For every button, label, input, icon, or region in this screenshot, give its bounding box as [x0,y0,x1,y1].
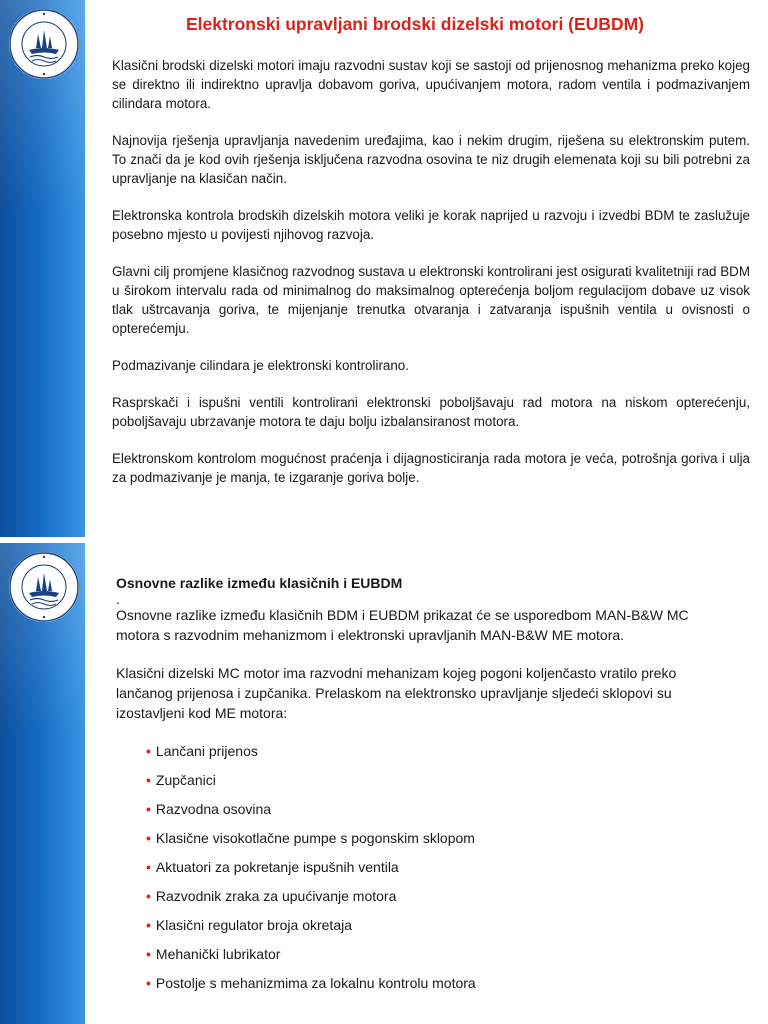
paragraph: Elektronskom kontrolom mogućnost praćenja i dijagnosticiranja rada motora je veća, potrošnja goriva i ulja za podmazivanje je manja, te izgaranje goriva bolje. [112,451,750,485]
bullet-icon: • [146,801,151,817]
bullet-icon: • [146,917,151,933]
list-item [146,857,736,877]
paragraph: Osnovne razlike između klasičnih BDM i EUBDM prikazat će se usporedbom MAN-B&W MC motora s razvodnim mehanizmom i elektronski upravljanih MAN-B&W ME motora. [116,607,689,643]
list-item-text: Razvodna osovina [155,801,272,817]
bullet-list [146,741,736,993]
paragraph: Podmazivanje cilindara je elektronski kontrolirano. [112,358,409,373]
section-heading: Osnovne razlike između klasičnih i EUBDM [116,575,403,591]
bullet-icon: • [146,772,151,788]
list-item [146,828,736,848]
list-item [146,886,736,906]
list-item-text: Aktuatori za pokretanje ispušnih ventila [155,859,399,875]
bullet-icon: • [146,888,151,904]
list-item [146,770,736,790]
list-item [146,741,736,761]
paragraph: Klasični dizelski MC motor ima razvodni mehanizam kojeg pogoni koljenčasto vratilo preko lančanog prijenosa i zupčanika. Prelaskom na elektronsko upravljanje sljedeći sklopovi su izostavljeni kod ME motora: [116,665,677,721]
paragraph: Najnovija rješenja upravljanja navedenim uređajima, kao i nekim drugim, riješena su elektronskim putem. To znači da je kod ovih rješenja isključena razvodna osovina te niz drugih elemenata koji su bili potrebni za upravljanje na klasičan način. [112,133,750,186]
slide-title: Elektronski upravljani brodski dizelski motori (EUBDM) [185,14,644,34]
side-band-highlight [0,0,85,537]
list-item-text: Postolje s mehanizmima za lokalnu kontrolu motora [155,975,476,991]
list-item-text: Zupčanici [155,772,216,788]
bullet-icon: • [146,830,151,846]
list-item [146,799,736,819]
list-item-text: Klasični regulator broja okretaja [155,917,353,933]
faculty-seal-logo [8,8,80,80]
paragraph: Elektronska kontrola brodskih dizelskih motora veliki je korak naprijed u razvoju i izvedbi BDM te zaslužuje posebno mjesto u povijesti njihovog razvoja. [112,208,750,242]
stray-dot: . [116,591,120,607]
list-item-text: Razvodnik zraka za upućivanje motora [155,888,397,904]
slide-body [112,56,750,505]
bullet-icon: • [146,743,151,759]
list-item [146,915,736,935]
bullet-icon: • [146,975,151,991]
bullet-icon: • [146,859,151,875]
slide-body [116,573,736,1002]
paragraph: Glavni cilj promjene klasičnog razvodnog sustava u elektronski kontrolirani jest osigurati kvalitetniji rad BDM u širokom intervalu rada od minimalnog do maksimalnog opterećenja boljom regulacijom dobave uz visok tlak uštrcavanja goriva, te mijenjanje trenutka otvaranja i zatvaranja ispušnih ventila u ovisnosti o opterećemju. [112,264,750,336]
slide-2 [0,543,768,1024]
bullet-icon: • [146,946,151,962]
list-item [146,973,736,993]
paragraph: Klasični brodski dizelski motori imaju razvodni sustav koji se sastoji od prijenosnog mehanizma preko kojeg se direktno ili indirektno upravlja dobavom goriva, upućivanjem motora, radom ventila i podmazivanjem cilindara motora. [112,58,750,111]
list-item-text: Klasične visokotlačne pumpe s pogonskim sklopom [155,830,475,846]
faculty-seal-logo [8,551,80,623]
list-item-text: Lančani prijenos [155,743,258,759]
list-item-text: Mehanički lubrikator [155,946,281,962]
paragraph: Rasprskači i ispušni ventili kontrolirani elektronski poboljšavaju rad motora na niskom opterećenju, poboljšavaju ubrzavanje motora te daju bolju izbalansiranost motora. [112,395,750,429]
list-item [146,944,736,964]
